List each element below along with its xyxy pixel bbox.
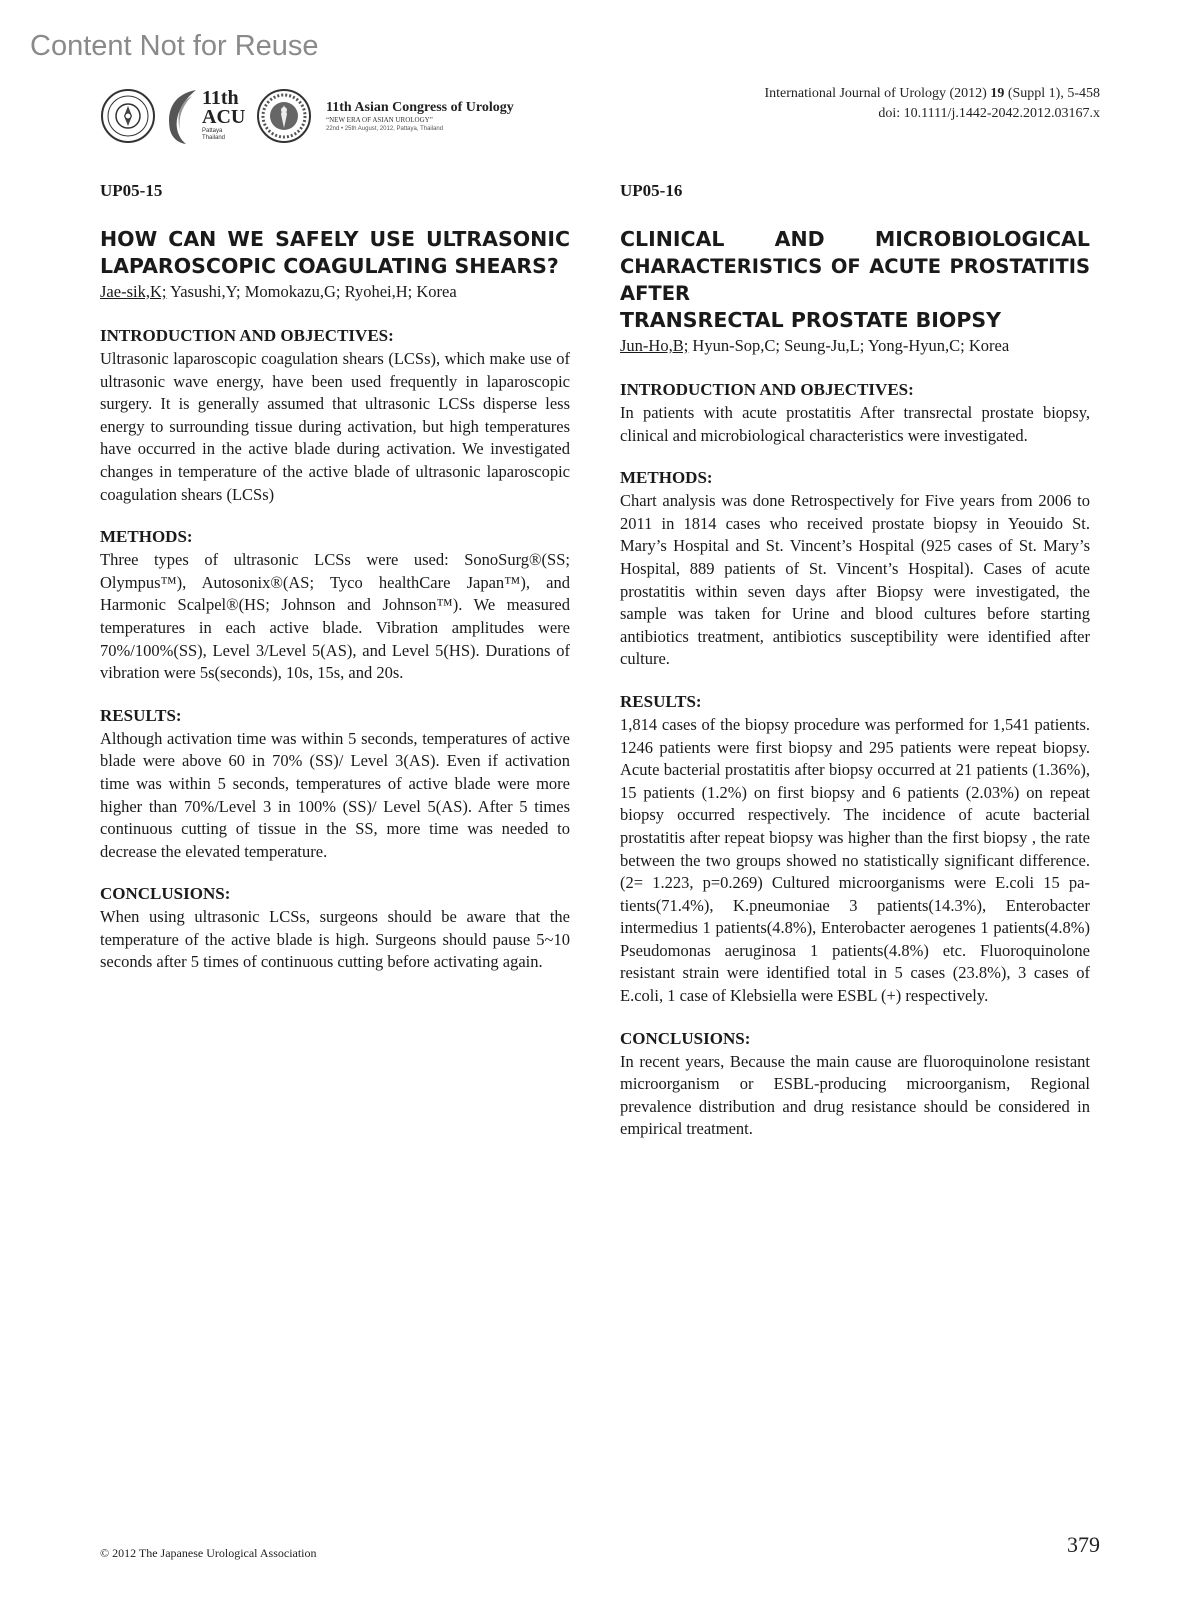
section-text: When using ultrasonic LCSs, surgeons should be aware that the temperature of the active blade is high. Surgeons should pause 5~10 seconds after 5 times of continuous cutting before activating again. — [100, 907, 570, 972]
acu-number: 11th — [202, 87, 239, 109]
journal-line — [764, 84, 1100, 104]
acu-logo — [162, 86, 250, 146]
first-author: Jun-Ho,B; — [620, 336, 689, 355]
copyright-notice: © 2012 The Japanese Urological Association — [100, 1546, 317, 1560]
acu-location: Pattaya Thailand — [202, 128, 226, 141]
congress-title: 11th Asian Congress of Urology — [326, 99, 514, 115]
journal-doi: doi: 10.1111/j.1442-2042.2012.03167.x — [878, 106, 1100, 121]
section-heading: INTRODUCTION AND OBJECTIVES: — [620, 380, 914, 399]
abstract-authors — [100, 281, 570, 303]
congress-emblem-icon — [256, 88, 312, 144]
journal-citation — [764, 84, 1100, 124]
congress-subtitle: “NEW ERA OF ASIAN UROLOGY” — [326, 115, 433, 124]
section-text: Three types of ultrasonic LCSs were used: SonoSurg®(SS; Olympus™), Autosonix®(AS; Tyco healthCare Japan™), and Harmonic Scalpel®(HS; Johnson and Johnson™). We measured temperatures in each active blade. Vibration amplitudes were 70%/100%(SS), Level 3/Level 5(AS), and Level 5(HS). Durations of vibration were 5s(seconds), 10s, 15s, and 20s. — [100, 550, 570, 683]
watermark-text: Content Not for Reuse — [30, 30, 319, 62]
abstract-title-line: HOW CAN WE SAFELY USE ULTRASONIC — [100, 227, 570, 251]
section-text: 1,814 cases of the biopsy procedure was performed for 1,541 patients. 1246 patients were first biopsy and 295 patients were repeat biopsy. Acute bacterial prostatitis after biopsy occurred at 21 patients (1.36%), 15 patients (1.2%) on first biopsy and 6 patients (2.03%) on repeat biopsy occurred respectively. The incidence of acute bacterial prostatitis after repeat biopsy was higher than the first biopsy , the rate between the two groups showed no statistically significant difference. (2= 1.223, p=0.269) Cultured microorganisms were E.coli 15 patients(71.4%), K.pneumoniae 3 patients(14.3%), Enterobacter intermedius 1 patients(4.8%), Enterobacter aerogenes 1 patients(4.8%) Pseudomonas aeruginosa 1 patients(4.8%) etc. Fluoroquinolone resistant strain were identified total in 5 cases (23.8%), 3 cases of E.coli, 1 case of Klebsiella were ESBL (+) respectively. — [620, 714, 1090, 1006]
acu-letters: ACU — [202, 106, 246, 128]
abstract-title-line: CHARACTERISTICS OF ACUTE PROSTATITIS AFTER — [620, 255, 1090, 305]
abstract-up05-16 — [620, 180, 1090, 1141]
section-text: Ultrasonic laparoscopic coagulation shears (LCSs), which make use of ultrasonic wave energy, have been used frequently in laparoscopic surgery. It is generally assumed that ultrasonic LCSs disperse less energy to surrounding tissue during activation, but high temperatures have occurred in the active blade during activation. We investigated changes in temperature of the active blade of ultrasonic laparoscopic coagulation shears (LCSs) — [100, 349, 570, 504]
section-text: In recent years, Because the main cause are fluoroquinolone resistant microorganism or ESBL-producing microorganism, Regional prevalence distribution and drug resistance should be considered in empirical treatment. — [620, 1051, 1090, 1139]
section-heading: CONCLUSIONS: — [620, 1028, 751, 1048]
first-author: Jae-sik,K; — [100, 282, 167, 301]
section-heading: METHODS: — [100, 527, 193, 547]
association-seal-icon — [100, 88, 156, 144]
section-text: In patients with acute prostatitis After transrectal prostate biopsy, clinical and microbiological characteristics were investigated. — [620, 403, 1090, 445]
other-authors: Yasushi,Y; Momokazu,G; Ryohei,H; Korea — [166, 282, 457, 301]
abstract-title-line: CLINICAL AND MICROBIOLOGICAL — [620, 227, 1090, 251]
journal-volume: 19 — [990, 86, 1005, 101]
abstract-up05-15 — [100, 180, 570, 974]
section-heading: RESULTS: — [100, 705, 182, 725]
section-heading: INTRODUCTION AND OBJECTIVES: — [100, 326, 394, 345]
journal-name: International Journal of Urology (2012) — [764, 86, 991, 101]
congress-info — [326, 100, 514, 133]
congress-dates: 22nd • 25th August, 2012, Pattaya, Thailand — [326, 125, 444, 132]
section-heading: CONCLUSIONS: — [100, 884, 231, 904]
page-number: 379 — [1067, 1532, 1100, 1557]
abstract-title-line: LAPAROSCOPIC COAGULATING SHEARS? — [100, 254, 559, 278]
section-heading: RESULTS: — [620, 691, 702, 711]
other-authors: Hyun-Sop,C; Seung-Ju,L; Yong-Hyun,C; Korea — [688, 336, 1010, 355]
journal-pages: (Suppl 1), 5-458 — [1004, 86, 1100, 101]
section-text: Chart analysis was done Retrospectively for Five years from 2006 to 2011 in 1814 cases who received prostate biopsy in Yeouido St. Mary’s Hospital and St. Vincent’s Hospital (925 cases of St. Mary’s Hospital, 889 patients of St. Vincent’s Hospital). Cases of acute prostatitis within seven days after Biopsy were investigated, the sample was taken for Urine and blood cultures before starting antibiotics treatment, antibiotics susceptibility were identified after culture. — [620, 491, 1090, 669]
abstract-authors — [620, 335, 1090, 357]
abstract-code: UP05-15 — [100, 181, 163, 200]
section-text: Although activation time was within 5 seconds, temperatures of active blade were above 60 in 70% (SS)/ Level 3(AS). Even if activation time was within 5 seconds, temperatures of active blade were more higher than 70%/Level 3 in 100% (SS)/ Level 5(AS). After 5 times continuous cutting of tissue in the SS, more time was needed to decrease the elevated temperature. — [100, 728, 570, 861]
header-logos — [100, 86, 514, 146]
section-heading: METHODS: — [620, 468, 713, 488]
abstract-title-line: TRANSRECTAL PROSTATE BIOPSY — [620, 308, 1001, 332]
abstract-code: UP05-16 — [620, 181, 683, 200]
acu-swoosh-icon — [162, 86, 202, 146]
